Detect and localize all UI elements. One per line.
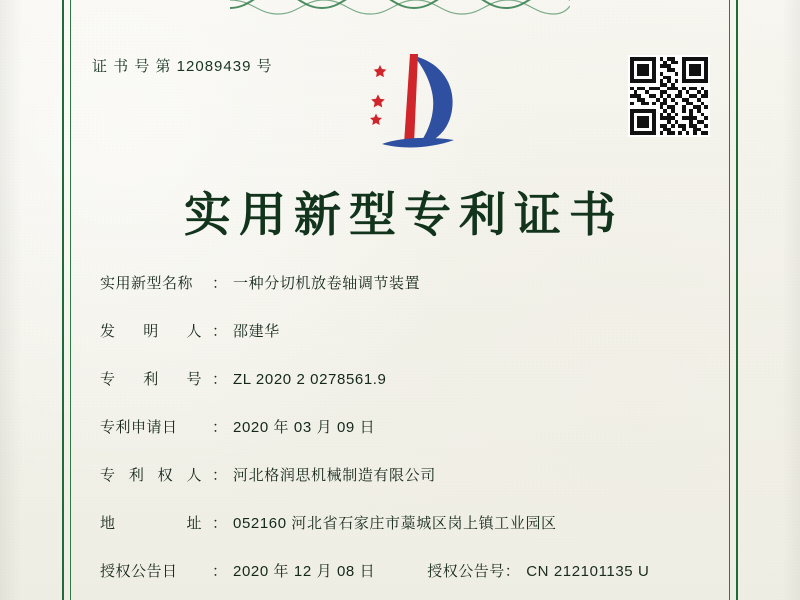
- field-value: 一种分切机放卷轴调节装置: [233, 275, 421, 292]
- field-colon: ：: [212, 563, 228, 580]
- field-colon: ：: [212, 323, 228, 340]
- field-label: 发明人: [100, 323, 202, 340]
- field-colon: ：: [212, 467, 228, 484]
- qr-code: [628, 55, 710, 137]
- top-ornament-icon: [230, 0, 570, 18]
- field-patent-number: [100, 368, 708, 416]
- field-utility-model-name: [100, 272, 708, 320]
- grant-announcement-number-label: 授权公告号：: [427, 563, 521, 580]
- patent-emblem-icon: [352, 48, 472, 158]
- field-grant-announcement: [100, 560, 708, 600]
- field-colon: ：: [212, 419, 228, 436]
- field-label: 专利申请日: [100, 419, 178, 436]
- page-shadow-right: [782, 0, 800, 600]
- grant-announcement-number-value: CN 212101135 U: [526, 563, 650, 580]
- field-value: 邵建华: [233, 323, 280, 340]
- field-label: 专利权人: [100, 467, 202, 484]
- field-label: 授权公告日: [100, 563, 178, 580]
- field-application-date: [100, 416, 708, 464]
- field-patentee: [100, 464, 708, 512]
- certificate-fields: [100, 272, 708, 600]
- field-value: ZL 2020 2 0278561.9: [233, 371, 387, 388]
- field-label: 专利号: [100, 371, 202, 388]
- field-label: 实用新型名称: [100, 275, 194, 292]
- field-address: [100, 512, 708, 560]
- field-label: 地址: [100, 515, 202, 532]
- field-value: 河北格润思机械制造有限公司: [233, 467, 436, 484]
- field-colon: ：: [212, 275, 228, 292]
- certificate-number: 证 书 号 第 12089439 号: [92, 58, 273, 75]
- field-inventor: [100, 320, 708, 368]
- qr-code-modules: [630, 57, 708, 135]
- page-shadow-left: [0, 0, 22, 600]
- field-value: 052160 河北省石家庄市藁城区岗上镇工业园区: [233, 515, 557, 532]
- field-value: 2020 年 12 月 08 日: [233, 563, 376, 580]
- page-title: 实用新型专利证书: [184, 188, 624, 243]
- field-value: 2020 年 03 月 09 日: [233, 419, 376, 436]
- field-colon: ：: [212, 371, 228, 388]
- field-colon: ：: [212, 515, 228, 532]
